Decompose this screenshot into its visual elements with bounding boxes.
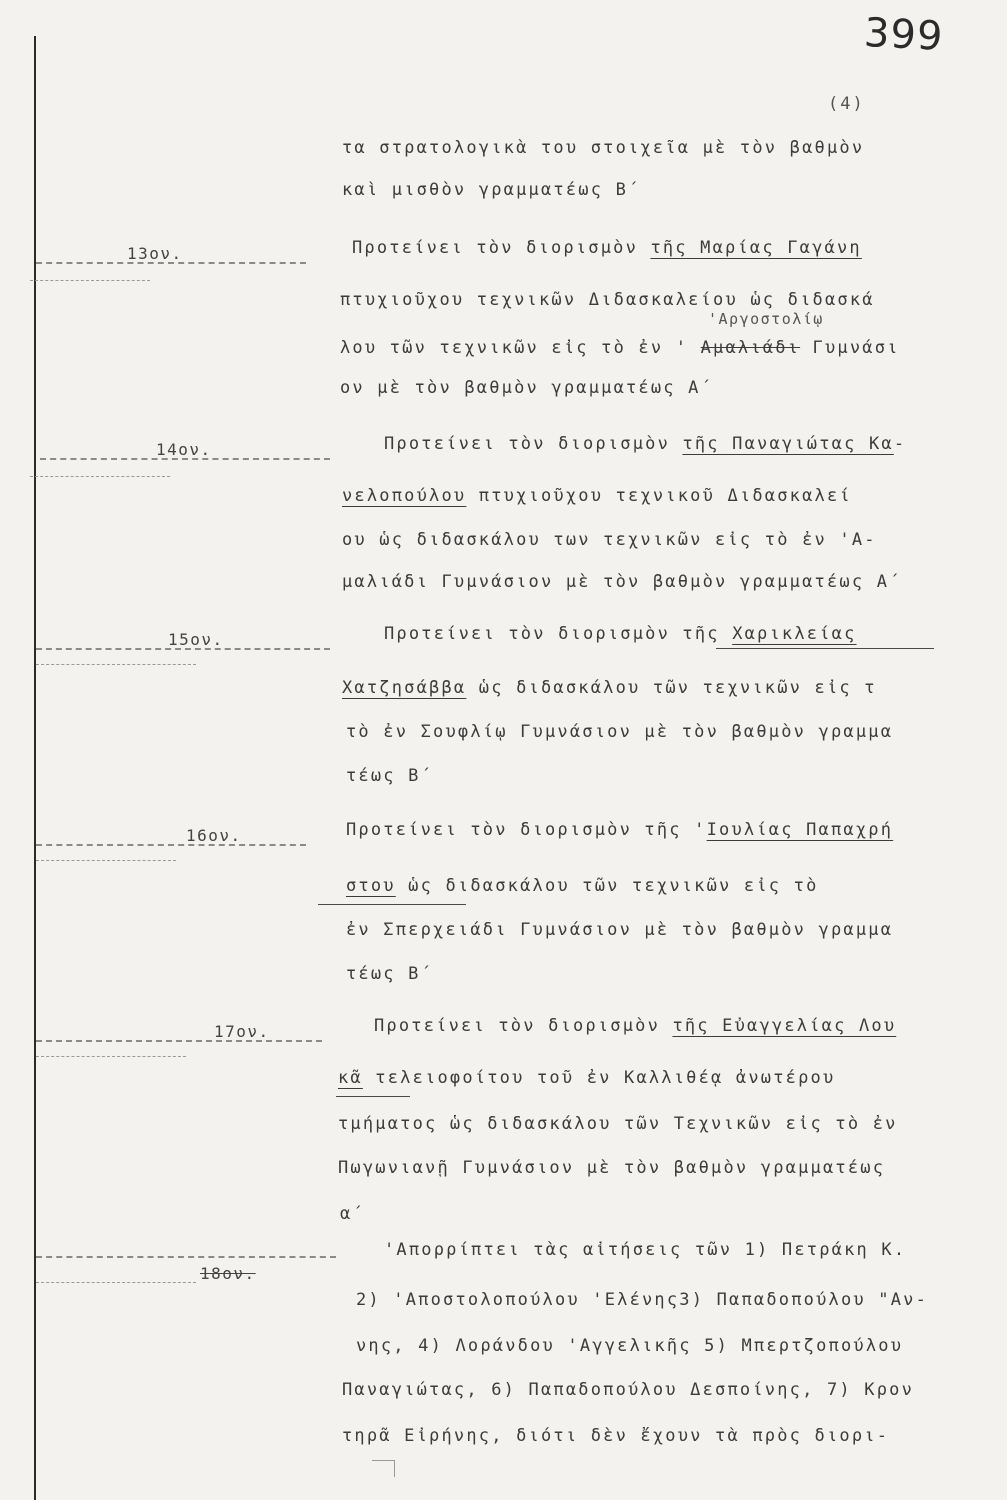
item-line: νελοπούλου πτυχιοῦχου τεχνικοῦ Διδασκαλεί [342, 486, 852, 506]
person-name: Χατζησάββα [342, 678, 467, 698]
item-separator [36, 844, 306, 846]
item-line: 2) 'Αποστολοπούλου 'Ελένης3) Παπαδοπούλου "Αν- [356, 1290, 929, 1310]
item-line: 'Απορρίπτει τὰς αἰτήσεις τῶν 1) Πετράκη Κ. [384, 1240, 907, 1260]
item-line: Πωγωνιανῇ Γυμνάσιον μὲ τὸν βαθμὸν γραμματέως [338, 1158, 886, 1178]
item-separator [40, 458, 330, 460]
item-separator [36, 1040, 322, 1042]
item-line: ον μὲ τὸν βαθμὸν γραμματέως Α΄ [340, 378, 714, 398]
item-line: στου ὡς διδασκάλου τῶν τεχνικῶν εἰς τὸ [346, 876, 819, 896]
item-line: Χατζησάββα ὡς διδασκάλου τῶν τεχνικῶν εἰς τ [342, 678, 877, 698]
person-name: νελοπούλου [342, 486, 467, 506]
item-line: νης, 4) Λοράνδου 'Αγγελικῆς 5) Μπερτζοπούλου [356, 1336, 904, 1356]
item-line: μαλιάδι Γυμνάσιον μὲ τὸν βαθμὸν γραμματέως Α΄ [342, 572, 902, 592]
item-line: τέως Β΄ [346, 964, 434, 984]
margin-rule [34, 36, 36, 1500]
underline-extension [336, 1096, 410, 1097]
item-separator [36, 1282, 196, 1283]
item-line: κᾶ τελειοφοίτου τοῦ ἐν Καλλιθέᾳ ἀνωτέρου [338, 1068, 836, 1088]
item-line: τηρᾶ Εἰρήνης, διότι δὲν ἔχουν τὰ πρὸς διορι- [342, 1426, 890, 1446]
item-separator [36, 664, 196, 665]
item-line: πτυχιοῦχου τεχνικῶν Διδασκαλείου ὡς διδασκά [340, 290, 875, 310]
underline-extension [716, 648, 934, 649]
item-line: τὸ ἐν Σουφλίῳ Γυμνάσιον μὲ τὸν βαθμὸν γραμμα [346, 722, 894, 742]
item-line: Προτείνει τὸν διορισμὸν τῆς Μαρίας Γαγάνη [352, 238, 862, 258]
item-label: 16ον. [186, 826, 242, 845]
item-label: 18ον. [200, 1264, 256, 1283]
item-line: τέως Β΄ [346, 766, 434, 786]
item-line: α΄ [340, 1204, 365, 1224]
underline-extension [318, 904, 466, 905]
item-separator [36, 1056, 186, 1057]
person-name: τῆς Παναγιώτας Κα [682, 434, 894, 454]
person-name: κᾶ [338, 1068, 363, 1088]
handwritten-insertion: 'Αργοστολίῳ [708, 310, 824, 328]
item-label: 17ον. [214, 1022, 270, 1041]
page-number: (4) [828, 94, 865, 114]
item-line: Προτείνει τὸν διορισμὸν τῆς 'Ιουλίας Παπαχρή [346, 820, 894, 840]
item-line: Προτείνει τὸν διορισμὸν τῆς Παναγιώτας Κα- [384, 434, 907, 454]
item-separator [36, 262, 306, 264]
handwritten-page-number: 399 [862, 9, 945, 61]
item-label: 15ον. [168, 630, 224, 649]
pen-mark [372, 1460, 395, 1477]
item-line: ου ὡς διδασκάλου των τεχνικῶν εἰς τὸ ἐν 'Α- [342, 530, 877, 550]
person-name: στου [346, 876, 396, 896]
intro-line: τα στρατολογικὰ του στοιχεῖα μὲ τὸν βαθμὸν [342, 138, 865, 158]
person-name: Ιουλίας Παπαχρή [706, 820, 894, 840]
item-line: λου τῶν τεχνικῶν εἰς τὸ ἐν ' Αμαλιάδι Γυμνάσι [340, 338, 900, 358]
item-separator [36, 860, 176, 861]
item-label: 14ον. [156, 440, 212, 459]
item-separator [36, 648, 330, 650]
item-line: ἐν Σπερχειάδι Γυμνάσιον μὲ τὸν βαθμὸν γραμμα [346, 920, 894, 940]
item-line: Προτείνει τὸν διορισμὸν τῆς Εὐαγγελίας Λου [374, 1016, 897, 1036]
item-separator [30, 280, 150, 281]
item-line: Παναγιώτας, 6) Παπαδοπούλου Δεσποίνης, 7) Κρον [342, 1380, 915, 1400]
item-line: τμήματος ὡς διδασκάλου τῶν Τεχνικῶν εἰς τὸ ἐν [338, 1114, 898, 1134]
person-name: τῆς Μαρίας Γαγάνη [650, 238, 862, 258]
person-name: Χαρικλείας [732, 624, 857, 644]
person-name: τῆς Εὐαγγελίας Λου [672, 1016, 897, 1036]
intro-line: καὶ μισθὸν γραμματέως Β΄ [342, 180, 641, 200]
struck-text: Αμαλιάδι [700, 338, 801, 358]
item-line: Προτείνει τὸν διορισμὸν τῆς Χαρικλείας [384, 624, 857, 644]
item-separator [36, 1256, 336, 1258]
item-separator [30, 476, 170, 477]
item-label: 13ον. [127, 244, 183, 263]
